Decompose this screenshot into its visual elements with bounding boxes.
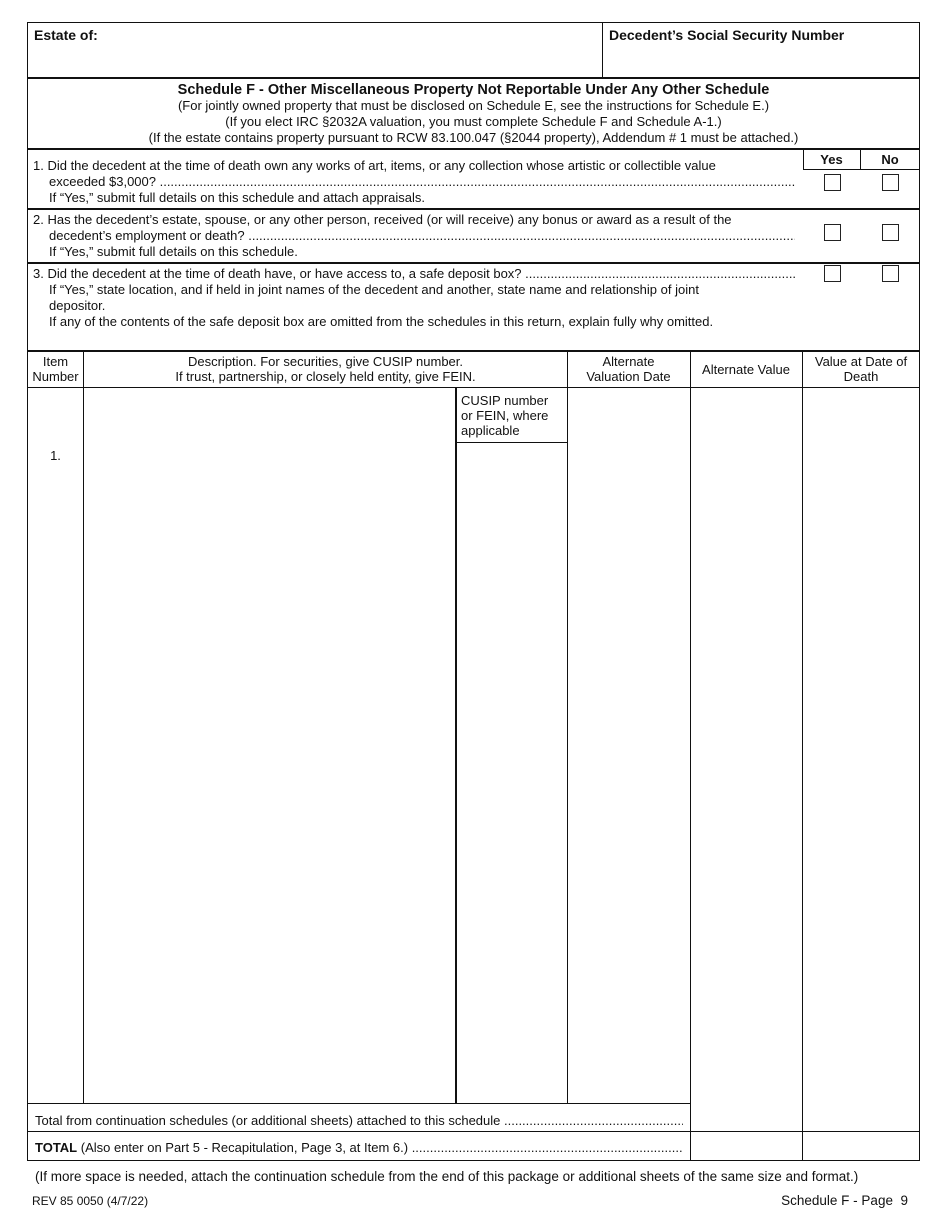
divider xyxy=(27,148,920,150)
question-1-line2-text: exceeded $3,000? xyxy=(49,174,156,189)
question-1-line1: 1. Did the decedent at the time of death own any works of art, items, or any collection whose artistic or collectible value xyxy=(33,158,716,173)
divider xyxy=(27,208,920,210)
alternate-value-field[interactable] xyxy=(692,389,800,1129)
col-header-alternate-date-line2: Valuation Date xyxy=(586,369,671,384)
description-field[interactable] xyxy=(85,389,453,1102)
col-header-value-at-death-line2: Death xyxy=(843,369,879,384)
question-2-yes-checkbox[interactable] xyxy=(824,224,841,241)
cusip-header-line2: or FEIN, where xyxy=(461,408,549,423)
cusip-header xyxy=(461,393,565,438)
col-divider xyxy=(567,350,568,1104)
question-1-no-checkbox[interactable] xyxy=(882,174,899,191)
cusip-header-line1: CUSIP number xyxy=(461,393,549,408)
table-header-underline xyxy=(27,387,920,388)
yes-header: Yes xyxy=(820,152,843,167)
value-at-death-field[interactable] xyxy=(804,389,918,1129)
question-1-yes-checkbox[interactable] xyxy=(824,174,841,191)
ssn-field[interactable] xyxy=(609,27,914,73)
continuation-total-top-line xyxy=(27,1103,690,1104)
col-divider xyxy=(455,387,457,1104)
col-header-item xyxy=(27,354,84,384)
question-3-no-checkbox[interactable] xyxy=(882,265,899,282)
alternate-valuation-date-field[interactable] xyxy=(569,389,688,1102)
continuation-total-text: Total from continuation schedules (or additional sheets) attached to this schedule xyxy=(35,1113,501,1128)
col-header-value-at-death xyxy=(802,354,920,384)
col-header-alternate-date-line1: Alternate xyxy=(602,354,655,369)
question-3-line2: If “Yes,” state location, and if held in joint names of the decedent and another, state name and relationship of joint xyxy=(49,282,699,297)
page-number: 9 xyxy=(900,1193,908,1208)
col-divider xyxy=(690,350,691,1161)
schedule-note-3: (If the estate contains property pursuant to RCW 83.100.047 (§2044 property), Addendum # 1 must be attached.) xyxy=(148,130,799,145)
question-3-line1 xyxy=(33,266,795,281)
col-header-item-line2: Number xyxy=(32,369,79,384)
col-header-alternate-value: Alternate Value xyxy=(702,362,790,377)
form-id: REV 85 0050 (4/7/22) xyxy=(32,1194,149,1208)
grand-total-label xyxy=(35,1140,683,1155)
page-footer xyxy=(781,1193,908,1208)
question-3-line1-text: 3. Did the decedent at the time of death have, or have access to, a safe deposit box? xyxy=(33,266,522,281)
header-divider xyxy=(602,22,603,78)
col-divider xyxy=(83,350,84,1104)
divider xyxy=(27,77,920,79)
estate-of-label: Estate of: xyxy=(34,27,98,43)
col-header-item-line1: Item xyxy=(42,354,69,369)
no-header: No xyxy=(881,152,899,167)
grand-total-text: (Also enter on Part 5 - Recapitulation, Page 3, at Item 6.) xyxy=(77,1140,412,1155)
schedule-note-1: (For jointly owned property that must be disclosed on Schedule E, see the instructions for Schedule E.) xyxy=(177,98,770,113)
question-3-yes-checkbox[interactable] xyxy=(824,265,841,282)
col-header-description-line1: Description. For securities, give CUSIP number. xyxy=(187,354,464,369)
question-3-line4: If any of the contents of the safe deposit box are omitted from the schedules in this return, explain fully why omitted. xyxy=(49,314,714,329)
col-divider xyxy=(802,350,803,1161)
grand-total-top-line xyxy=(27,1131,920,1132)
divider xyxy=(27,350,920,352)
grand-total-value-at-death-field[interactable] xyxy=(804,1133,918,1159)
grand-total-bold: TOTAL xyxy=(35,1140,78,1155)
grand-total-alternate-value-field[interactable] xyxy=(692,1133,800,1159)
col-header-alternate-date xyxy=(567,354,690,384)
col-header-value-at-death-line1: Value at Date of xyxy=(814,354,908,369)
yes-no-underline xyxy=(803,169,920,170)
item-number-1: 1. xyxy=(50,448,61,463)
cusip-header-line3: applicable xyxy=(461,423,520,438)
cusip-header-underline xyxy=(455,442,567,443)
schedule-note-2: (If you elect IRC §2032A valuation, you must complete Schedule F and Schedule A-1.) xyxy=(225,114,722,129)
schedule-title: Schedule F - Other Miscellaneous Property Not Reportable Under Any Other Schedule xyxy=(177,82,770,98)
estate-of-field[interactable] xyxy=(34,27,594,73)
question-1-line3: If “Yes,” submit full details on this schedule and attach appraisals. xyxy=(49,190,426,205)
ssn-label: Decedent’s Social Security Number xyxy=(609,27,845,43)
question-2-line2-text: decedent’s employment or death? xyxy=(49,228,245,243)
continuation-note: (If more space is needed, attach the continuation schedule from the end of this package or additional sheets of the same size and format.) xyxy=(35,1169,859,1184)
page-label: Schedule F - Page xyxy=(781,1193,893,1208)
continuation-total-label xyxy=(35,1113,683,1128)
col-header-description-line2: If trust, partnership, or closely held entity, give FEIN. xyxy=(175,369,476,384)
question-3-line3: depositor. xyxy=(49,298,106,313)
col-header-description xyxy=(84,354,567,384)
question-2-line2 xyxy=(49,228,795,243)
divider xyxy=(27,262,920,264)
question-2-no-checkbox[interactable] xyxy=(882,224,899,241)
question-1-line2 xyxy=(49,174,795,189)
question-2-line1: 2. Has the decedent’s estate, spouse, or any other person, received (or will receive) any bonus or award as a result of the xyxy=(33,212,732,227)
cusip-fein-field[interactable] xyxy=(458,444,565,1102)
question-2-line3: If “Yes,” submit full details on this schedule. xyxy=(49,244,298,259)
